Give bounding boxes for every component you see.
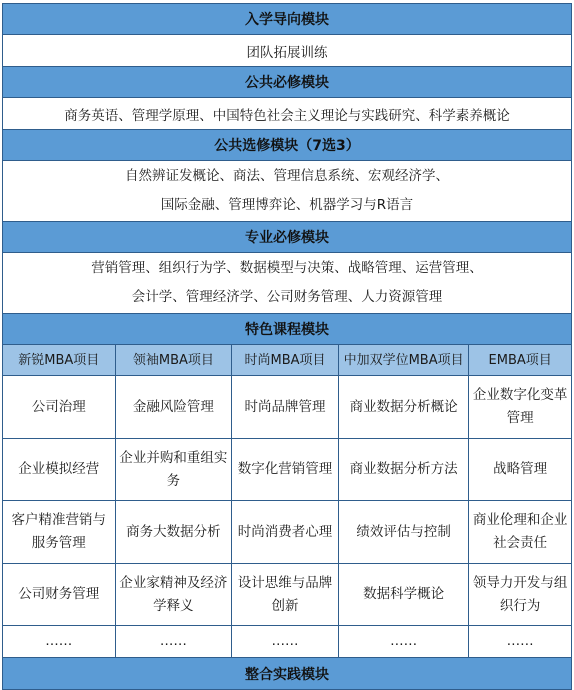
table-row [3,439,571,501]
table-cell: 企业模拟经营 [3,439,116,500]
major-required-header: 专业必修模块 [3,222,571,253]
table-row [3,501,571,564]
table-cell: …… [3,626,116,657]
table-cell: 绩效评估与控制 [339,501,470,563]
column-header: EMBA项目 [469,345,571,375]
table-cell: 数字化营销管理 [232,439,339,500]
table-cell: 战略管理 [493,461,548,477]
table-cell: 商业数据分析概论 [339,376,470,438]
column-header: 新锐MBA项目 [3,345,116,375]
table-cell: 时尚消费者心理 [232,501,339,563]
table-cell: 客户精准营销与服务管理 [3,501,116,563]
table-cell: …… [232,626,339,657]
table-cell: 公司财务管理 [3,564,116,625]
table-row [3,376,571,439]
table-cell: 数据科学概论 [339,564,470,625]
column-header: 中加双学位MBA项目 [339,345,470,375]
table-cell: 企业数字化变革管理 [472,387,568,426]
featured-column-headers [3,345,571,376]
table-cell: 商务大数据分析 [116,501,233,563]
public-required-body: 商务英语、管理学原理、中国特色社会主义理论与实践研究、科学素养概论 [3,98,571,130]
public-elective-header: 公共选修模块（7选3） [3,130,571,161]
entry-module-body: 团队拓展训练 [3,35,571,67]
table-cell: 领导力开发与组织行为 [472,574,568,614]
table-cell: 金融风险管理 [116,376,233,438]
major-required-line-2: 会计学、管理经济学、公司财务管理、人力资源管理 [131,289,443,305]
table-row [3,564,571,626]
integration-module-header: 整合实践模块 [3,658,571,689]
public-elective-body [3,161,571,222]
entry-module-header: 入学导向模块 [3,4,571,35]
public-elective-line-2: 国际金融、管理博弈论、机器学习与R语言 [160,197,414,213]
table-cell: 商业数据分析方法 [339,439,470,500]
table-cell: 商业伦理和企业社会责任 [472,512,568,551]
curriculum-table [2,3,572,690]
featured-module-header: 特色课程模块 [3,314,571,345]
table-row [3,626,571,658]
table-cell: 设计思维与品牌创新 [232,564,339,625]
major-required-body [3,253,571,314]
table-cell: …… [339,626,470,657]
table-cell: …… [116,626,233,657]
column-header: 领袖MBA项目 [116,345,233,375]
table-cell: …… [506,633,534,649]
public-required-header: 公共必修模块 [3,67,571,98]
column-header: 时尚MBA项目 [232,345,339,375]
public-elective-line-1: 自然辨证发概论、商法、管理信息系统、宏观经济学、 [125,168,449,184]
major-required-line-1: 营销管理、组织行为学、数据模型与决策、战略管理、运营管理、 [91,260,483,276]
table-cell: 公司治理 [3,376,116,438]
table-cell: 企业并购和重组实务 [116,439,233,500]
table-cell: 时尚品牌管理 [232,376,339,438]
table-cell: 企业家精神及经济学释义 [116,564,233,625]
